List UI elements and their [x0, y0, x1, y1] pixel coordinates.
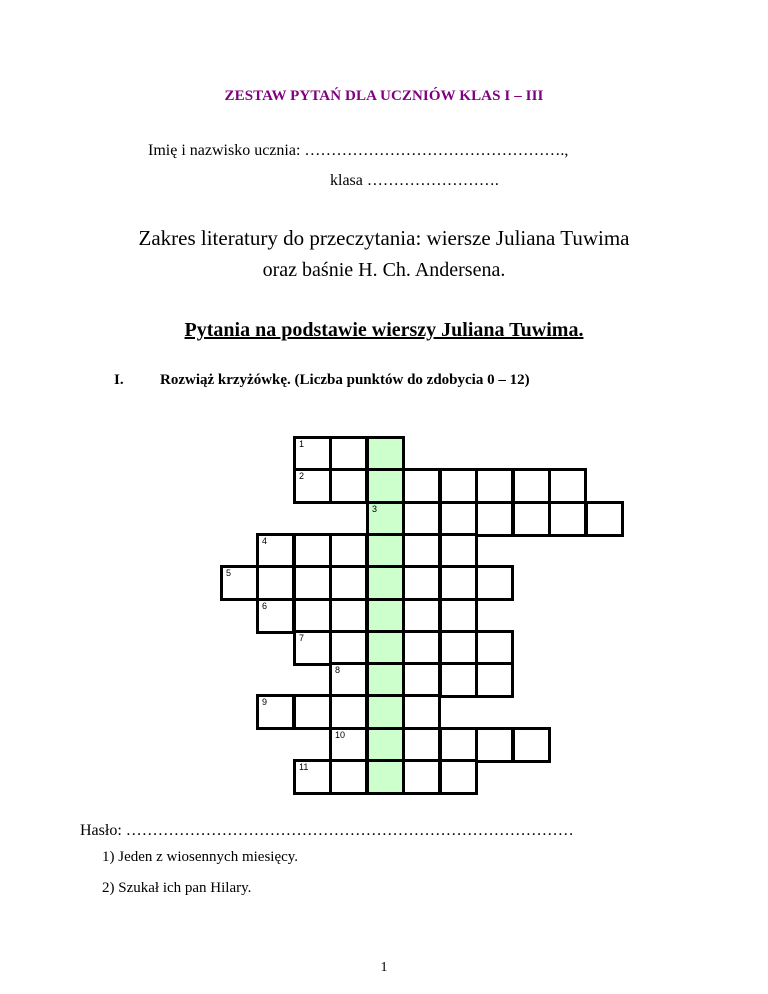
crossword-cell[interactable]: [366, 630, 405, 666]
crossword-clue-number: 6: [262, 601, 268, 611]
class-line: klasa …………………….: [330, 172, 499, 189]
literature-scope-line-1: Zakres literatury do przeczytania: wiersze Juliana Tuwima: [138, 226, 630, 250]
crossword-cell[interactable]: [329, 694, 368, 730]
crossword-cell[interactable]: [293, 694, 332, 730]
crossword-cell[interactable]: [366, 694, 405, 730]
crossword-cell[interactable]: [329, 759, 368, 795]
crossword-cell[interactable]: [366, 436, 405, 472]
crossword-clue-number: 11: [299, 762, 309, 772]
crossword-cell[interactable]: [402, 598, 441, 634]
crossword-cell[interactable]: [293, 533, 332, 569]
crossword-cell[interactable]: [256, 694, 295, 730]
crossword-cell[interactable]: [439, 598, 478, 634]
crossword-cell[interactable]: [366, 565, 405, 601]
crossword-cell[interactable]: [439, 759, 478, 795]
crossword-cell[interactable]: [402, 565, 441, 601]
crossword-clue-number: 7: [299, 633, 305, 643]
crossword-clue-number: 10: [335, 730, 346, 740]
question-2: 2) Szukał ich pan Hilary.: [102, 880, 252, 896]
crossword-cell[interactable]: [402, 630, 441, 666]
crossword-cell[interactable]: [329, 533, 368, 569]
crossword-cell[interactable]: [475, 565, 514, 601]
crossword-cell[interactable]: [366, 759, 405, 795]
crossword-cell[interactable]: [366, 727, 405, 763]
crossword-cell[interactable]: [512, 727, 551, 763]
task-number: I.: [114, 372, 124, 388]
crossword-cell[interactable]: [293, 565, 332, 601]
crossword-cell[interactable]: [548, 501, 587, 537]
crossword-cell[interactable]: [293, 468, 332, 504]
crossword-cell[interactable]: [439, 468, 478, 504]
student-name-line: Imię i nazwisko ucznia: ………………………………………….,: [148, 142, 569, 159]
crossword-cell[interactable]: [402, 468, 441, 504]
crossword-cell[interactable]: [402, 501, 441, 537]
crossword-cell[interactable]: [329, 727, 368, 763]
crossword-cell[interactable]: [366, 533, 405, 569]
crossword-clue-number: 4: [262, 536, 268, 546]
crossword-cell[interactable]: [293, 759, 332, 795]
crossword-cell[interactable]: [329, 662, 368, 698]
crossword-cell[interactable]: [329, 565, 368, 601]
crossword-cell[interactable]: [329, 598, 368, 634]
crossword-cell[interactable]: [475, 662, 514, 698]
task-instruction: Rozwiąż krzyżówkę. (Liczba punktów do zdobycia 0 – 12): [160, 372, 530, 388]
crossword-cell[interactable]: [439, 501, 478, 537]
crossword-cell[interactable]: [512, 501, 551, 537]
crossword-cell[interactable]: [439, 662, 478, 698]
section-heading: Pytania na podstawie wierszy Juliana Tuwima.: [184, 319, 584, 341]
crossword-cell[interactable]: [439, 727, 478, 763]
crossword-clue-number: 8: [335, 665, 341, 675]
crossword-cell[interactable]: [366, 501, 405, 537]
crossword-cell[interactable]: [402, 759, 441, 795]
crossword-cell[interactable]: [439, 565, 478, 601]
password-line: Hasło: …………………………………………………………………………: [80, 822, 574, 839]
crossword-cell[interactable]: [220, 565, 259, 601]
crossword-clue-number: 3: [372, 504, 378, 514]
document-title: ZESTAW PYTAŃ DLA UCZNIÓW KLAS I – III: [224, 88, 544, 104]
crossword-cell[interactable]: [585, 501, 624, 537]
crossword-clue-number: 5: [226, 568, 232, 578]
literature-scope-line-2: oraz baśnie H. Ch. Andersena.: [262, 259, 506, 281]
crossword-cell[interactable]: [366, 598, 405, 634]
crossword-cell[interactable]: [402, 727, 441, 763]
crossword-cell[interactable]: [293, 598, 332, 634]
crossword-cell[interactable]: [475, 727, 514, 763]
crossword-cell[interactable]: [329, 630, 368, 666]
crossword-cell[interactable]: [439, 533, 478, 569]
crossword-cell[interactable]: [366, 468, 405, 504]
crossword-clue-number: 9: [262, 697, 268, 707]
crossword-cell[interactable]: [475, 630, 514, 666]
crossword-cell[interactable]: [475, 468, 514, 504]
crossword-cell[interactable]: [293, 630, 332, 666]
crossword-cell[interactable]: [475, 501, 514, 537]
crossword-clue-number: 1: [299, 439, 305, 449]
crossword-cell[interactable]: [402, 694, 441, 730]
crossword-cell[interactable]: [256, 598, 295, 634]
crossword-cell[interactable]: [548, 468, 587, 504]
crossword-cell[interactable]: [402, 533, 441, 569]
crossword-cell[interactable]: [329, 436, 368, 472]
page-number: 1: [380, 960, 388, 975]
crossword-clue-number: 2: [299, 471, 305, 481]
crossword-cell[interactable]: [256, 533, 295, 569]
crossword-cell[interactable]: [256, 565, 295, 601]
crossword-cell[interactable]: [402, 662, 441, 698]
question-1: 1) Jeden z wiosennych miesięcy.: [102, 849, 299, 865]
crossword-cell[interactable]: [293, 436, 332, 472]
crossword-cell[interactable]: [439, 630, 478, 666]
crossword-cell[interactable]: [366, 662, 405, 698]
crossword-cell[interactable]: [512, 468, 551, 504]
crossword-cell[interactable]: [329, 468, 368, 504]
